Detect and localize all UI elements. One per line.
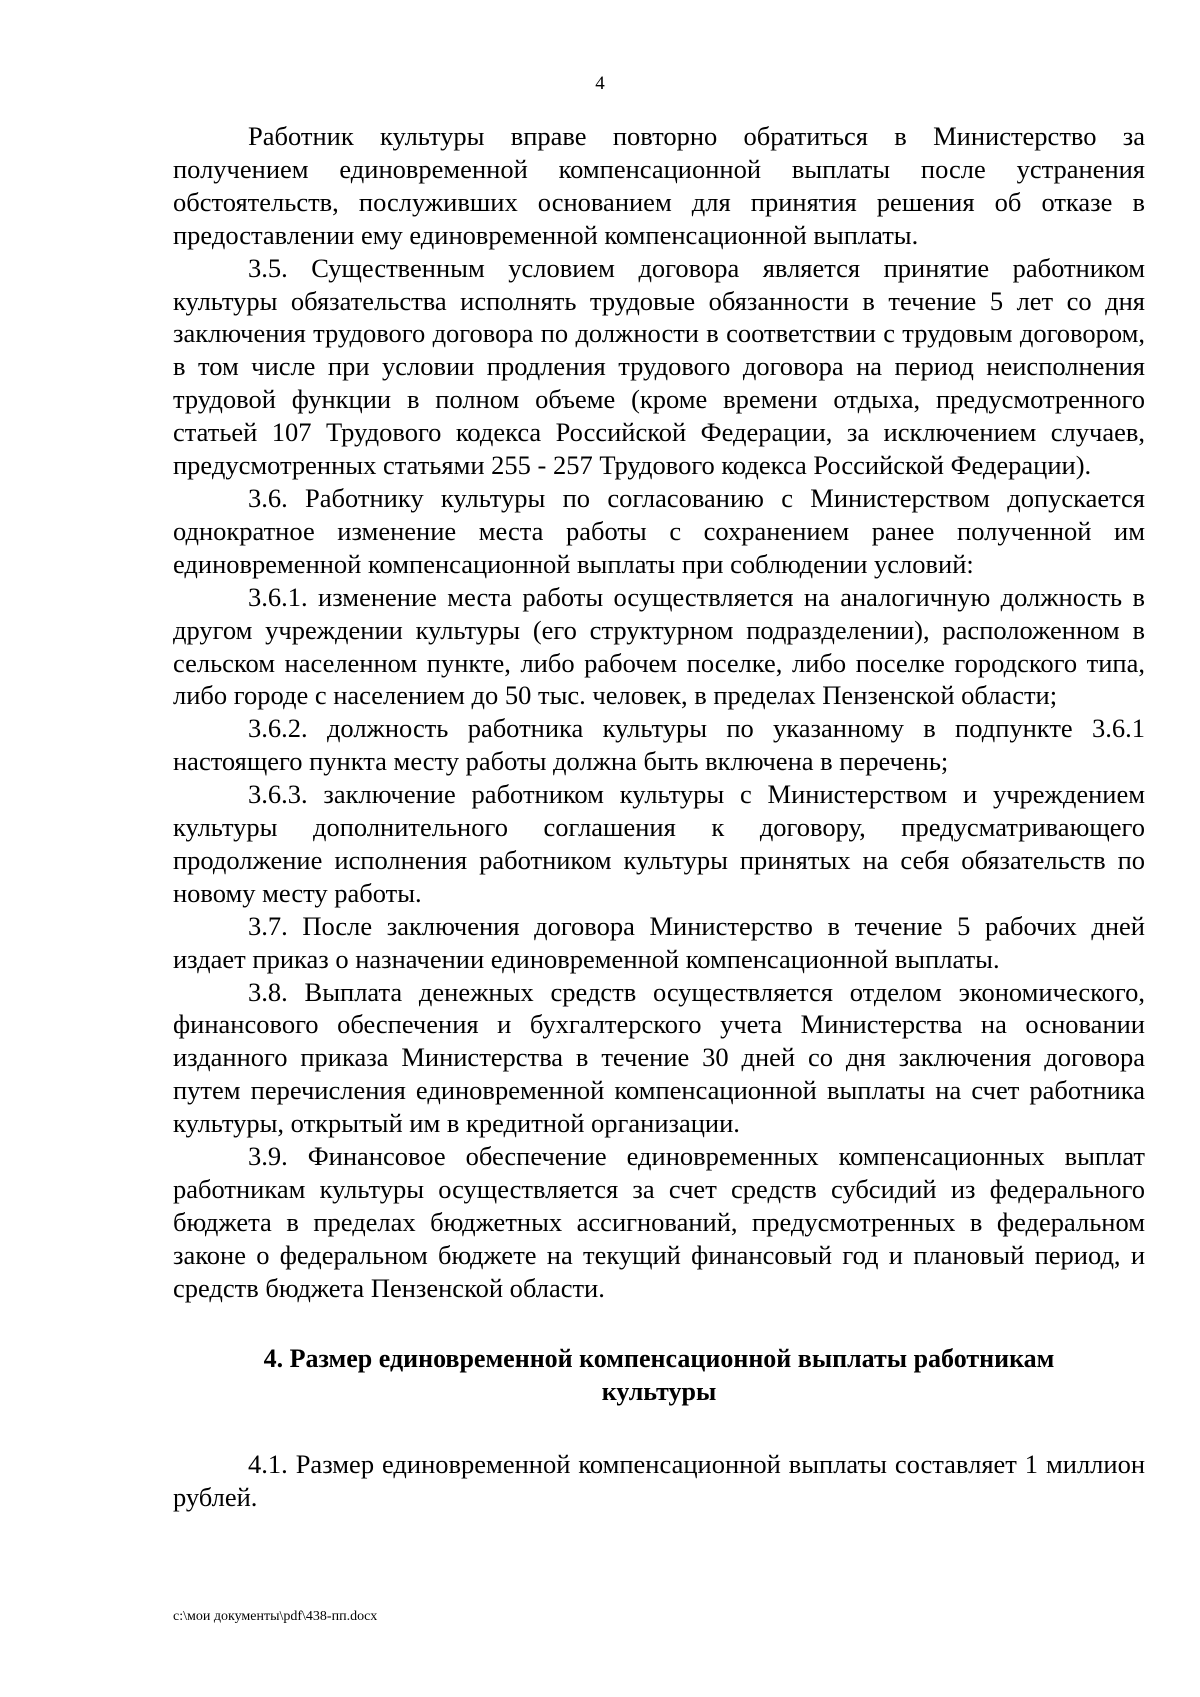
paragraph-4-1: 4.1. Размер единовременной компенсационной выплаты составляет 1 миллион рублей. [173,1448,1145,1512]
paragraph-3-6-2: 3.6.2. должность работника культуры по указанному в подпункте 3.6.1 настоящего пункта месту работы должна быть включена в перечень; [173,713,1145,777]
document-body [173,120,1145,1513]
section-heading-line-2: культуры [601,1376,717,1406]
paragraph-reapply: Работник культуры вправе повторно обратиться в Министерство за получением единовременной компенсационной выплаты после устранения обстоятельств, послуживших основанием для принятия решения об отказе в предоставлении ему единовременной компенсационной выплаты. [173,121,1145,250]
paragraph-3-9: 3.9. Финансовое обеспечение единовременных компенсационных выплат работникам культуры осуществляется за счет средств субсидий из федерального бюджета в пределах бюджетных ассигнований, предусмотренных в федеральном законе о федеральном бюджете на текущий финансовый год и плановый период, и средств бюджета Пензенской области. [173,1141,1145,1303]
paragraph-3-7: 3.7. После заключения договора Министерство в течение 5 рабочих дней издает приказ о назначении единовременной компенсационной выплаты. [173,910,1145,974]
paragraph-3-5: 3.5. Существенным условием договора является принятие работником культуры обязательства исполнять трудовые обязанности в течение 5 лет со дня заключения трудового договора по должности в соответствии с трудовым договором, в том числе при условии продления трудового договора на период неисполнения трудовой функции в полном объеме (кроме времени отдыха, предусмотренного статьей 107 Трудового кодекса Российской Федерации, за исключением случаев, предусмотренных статьями 255 - 257 Трудового кодекса Российской Федерации). [173,252,1145,481]
section-heading-4 [173,1342,1145,1408]
paragraph-3-8: 3.8. Выплата денежных средств осуществляется отделом экономического, финансового обеспечения и бухгалтерского учета Министерства на основании изданного приказа Министерства в течение 30 дней со дня заключения договора путем перечисления единовременной компенсационной выплаты на счет работника культуры, открытый им в кредитной организации. [173,976,1145,1139]
paragraph-3-6-1: 3.6.1. изменение места работы осуществляется на аналогичную должность в другом учреждении культуры (его структурном подразделении), расположенном в сельском населенном пункте, либо рабочем поселке, либо поселке городского типа, либо городе с населением до 50 тыс. человек, в пределах Пензенской области; [173,581,1145,711]
paragraph-3-6: 3.6. Работнику культуры по согласованию с Министерством допускается однократное изменение места работы с сохранением ранее полученной им единовременной компенсационной выплаты при соблюдении условий: [173,482,1145,579]
page-number: 4 [595,73,605,94]
section-heading-line-1: 4. Размер единовременной компенсационной выплаты работникам [263,1343,1055,1373]
footer-file-path: c:\мои документы\pdf\438-пп.docx [173,1609,378,1624]
paragraph-3-6-3: 3.6.3. заключение работником культуры с Министерством и учреждением культуры дополнительного соглашения к договору, предусматривающего продолжение исполнения работником культуры принятых на себя обязательств по новому месту работы. [173,779,1145,908]
